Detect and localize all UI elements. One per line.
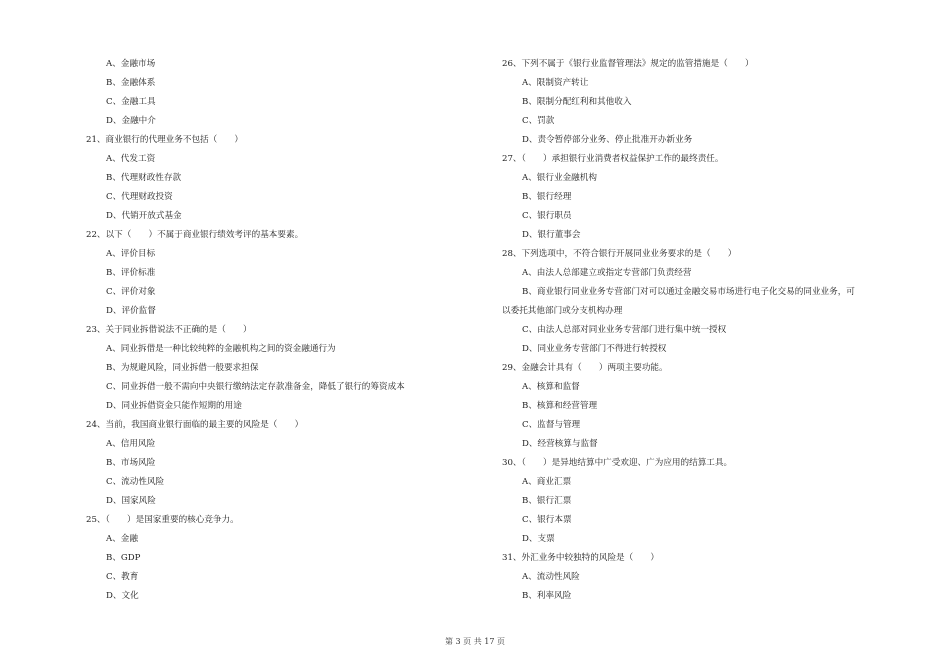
question-stem: 26、下列不属于《银行业监督管理法》规定的监管措施是（ ） (502, 59, 754, 69)
answer-option: A、同业拆借是一种比较纯粹的金融机构之间的资金融通行为 (106, 344, 336, 354)
answer-option: B、银行经理 (522, 192, 572, 202)
question-stem: 31、外汇业务中较独特的风险是（ ） (502, 553, 660, 563)
answer-option: C、监督与管理 (522, 420, 581, 430)
answer-option: B、限制分配红利和其他收入 (522, 97, 632, 107)
answer-option: C、银行职员 (522, 211, 572, 221)
answer-option: D、金融中介 (106, 116, 156, 126)
answer-option: D、同业业务专营部门不得进行转授权 (522, 344, 667, 354)
answer-option: D、代销开放式基金 (106, 211, 182, 221)
answer-option: A、金融市场 (106, 59, 156, 69)
answer-option: D、文化 (106, 591, 139, 601)
answer-option: A、代发工资 (106, 154, 156, 164)
page-footer: 第 3 页 共 17 页 (445, 637, 505, 646)
answer-option: A、评价目标 (106, 249, 156, 259)
answer-option: B、核算和经营管理 (522, 401, 598, 411)
question-stem: 25、（ ）是国家重要的核心竞争力。 (86, 515, 239, 525)
answer-option: B、为规避风险，同业拆借一般要求担保 (106, 363, 259, 373)
right-column (502, 55, 912, 606)
answer-option: A、由法人总部建立或指定专营部门负责经营 (522, 268, 692, 278)
answer-option: C、代理财政投资 (106, 192, 173, 202)
answer-option: C、罚款 (522, 116, 555, 126)
answer-option: D、银行董事会 (522, 230, 581, 240)
answer-option: B、GDP (106, 553, 141, 563)
answer-option: A、核算和监督 (522, 382, 580, 392)
answer-option: B、市场风险 (106, 458, 156, 468)
answer-option: A、银行业金融机构 (522, 173, 597, 183)
answer-option: B、评价标准 (106, 268, 156, 278)
answer-option: B、代理财政性存款 (106, 173, 182, 183)
answer-option: D、责令暂停部分业务、停止批准开办新业务 (522, 135, 693, 145)
answer-option: C、同业拆借一般不需向中央银行缴纳法定存款准备金，降低了银行的筹资成本 (106, 382, 405, 392)
answer-option: A、金融 (106, 534, 138, 544)
answer-option: C、教育 (106, 572, 139, 582)
answer-option: D、国家风险 (106, 496, 156, 506)
question-stem: 24、当前，我国商业银行面临的最主要的风险是（ ） (86, 420, 304, 430)
question-stem: 28、下列选项中，不符合银行开展同业业务要求的是（ ） (502, 249, 737, 259)
answer-option: D、支票 (522, 534, 555, 544)
answer-option: D、评价监督 (106, 306, 156, 316)
answer-option: C、评价对象 (106, 287, 156, 297)
answer-option: D、经营核算与监督 (522, 439, 598, 449)
answer-option: A、流动性风险 (522, 572, 580, 582)
question-stem: 21、商业银行的代理业务不包括（ ） (86, 135, 244, 145)
question-stem: 30、（ ）是异地结算中广受欢迎、广为应用的结算工具。 (502, 458, 733, 468)
question-stem: 23、关于同业拆借说法不正确的是（ ） (86, 325, 252, 335)
left-column (86, 55, 466, 606)
answer-option: C、银行本票 (522, 515, 572, 525)
answer-option: B、商业银行同业业务专营部门对可以通过金融交易市场进行电子化交易的同业业务，可 (522, 287, 855, 297)
answer-option: C、金融工具 (106, 97, 156, 107)
answer-option: C、流动性风险 (106, 477, 165, 487)
answer-option: A、限制资产转让 (522, 78, 589, 88)
answer-option: B、银行汇票 (522, 496, 572, 506)
answer-option: 以委托其他部门或分支机构办理 (502, 306, 623, 316)
answer-option: A、信用风险 (106, 439, 156, 449)
question-stem: 29、金融会计具有（ ）两项主要功能。 (502, 363, 668, 373)
answer-option: C、由法人总部对同业业务专营部门进行集中统一授权 (522, 325, 727, 335)
answer-option: D、同业拆借资金只能作短期的用途 (106, 401, 242, 411)
question-stem: 22、以下（ ）不属于商业银行绩效考评的基本要素。 (86, 230, 304, 240)
answer-option: B、利率风险 (522, 591, 572, 601)
question-stem: 27、（ ）承担银行业消费者权益保护工作的最终责任。 (502, 154, 724, 164)
answer-option: A、商业汇票 (522, 477, 572, 487)
answer-option: B、金融体系 (106, 78, 156, 88)
